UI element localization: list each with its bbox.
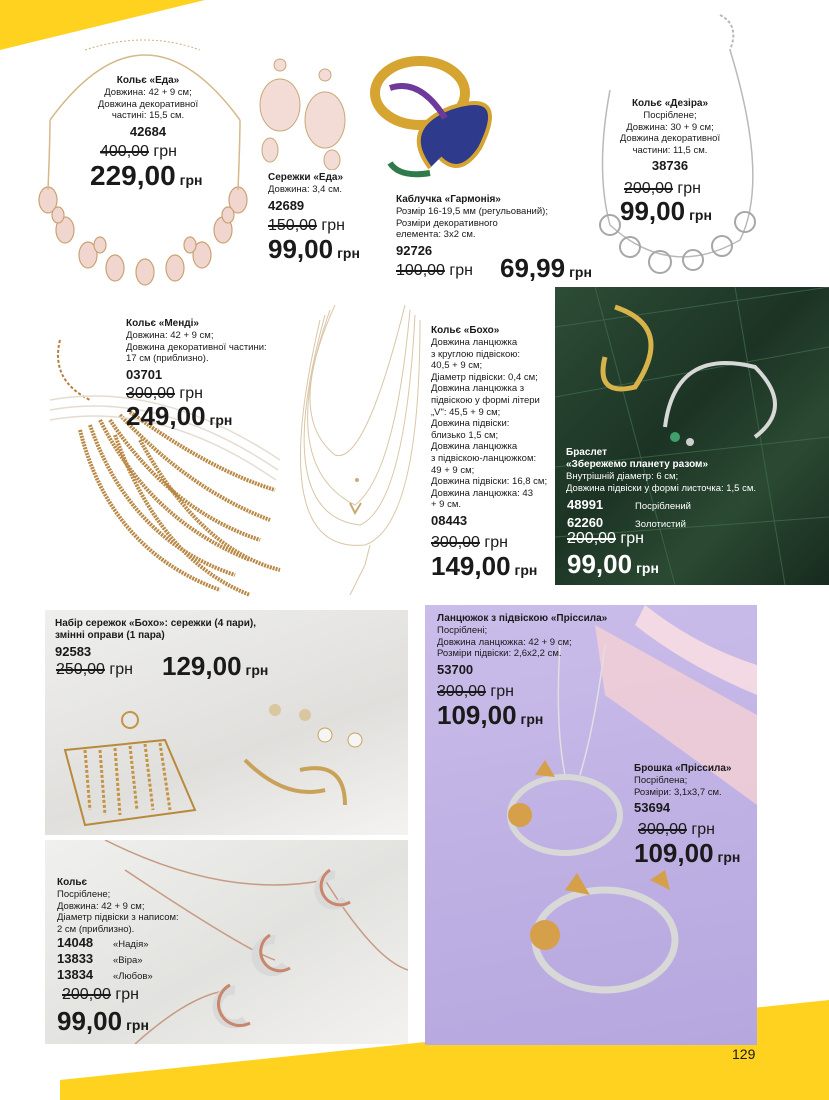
new-price: 99,00 грн: [567, 549, 659, 579]
product-desc-line: Довжина ланцюжка: [431, 337, 518, 348]
new-price: 229,00 грн: [90, 160, 203, 191]
old-price: 200,00 грн: [62, 986, 139, 1003]
product-desc-line: Довжина: 30 + 9 см;: [626, 121, 714, 133]
mendi-info: [126, 318, 296, 383]
old-price: 150,00 грн: [268, 217, 345, 234]
variant-label: «Віра»: [113, 955, 143, 966]
product-desc-line: Внутрішній діаметр: 6 см;: [566, 471, 679, 482]
product-desc-line: Довжина: 3,4 см.: [268, 184, 343, 195]
product-desc-line: частини: 11,5 см.: [632, 144, 708, 156]
priscila-chain-info: [437, 613, 667, 678]
product-desc-line: 40,5 + 9 см;: [431, 360, 483, 372]
product-name: Кольє: [57, 877, 87, 888]
product-desc-line: Довжина декоративної: [97, 98, 199, 110]
product-desc-line: частині: 15,5 см.: [111, 110, 185, 122]
product-code: 62260: [567, 515, 604, 530]
product-desc-line: Діаметр підвіски: 0,4 см;: [431, 371, 538, 383]
product-desc-line: Довжина: 42 + 9 см;: [104, 87, 192, 98]
product-desc-line: Посріблені;: [437, 625, 488, 636]
product-desc-line: з підвіскою-ланцюжком:: [431, 452, 537, 464]
product-desc-line: Довжина підвіски у формі листочка: 1,5 см.: [566, 482, 757, 494]
product-desc-line: Довжина ланцюжка: 43: [431, 487, 533, 499]
old-price: 300,00 грн: [638, 821, 715, 838]
harmony-ring-image: [360, 38, 520, 188]
variant-label: «Любов»: [113, 971, 153, 982]
product-name: Кольє «Бохо»: [431, 325, 500, 336]
old-price: 200,00 грн: [567, 530, 644, 547]
product-code: 53694: [634, 800, 671, 816]
new-price: 99,00 грн: [268, 234, 360, 264]
product-desc-line: Розміри підвіски: 2,6х2,2 см.: [437, 648, 562, 660]
new-price: 99,00 грн: [620, 196, 712, 226]
product-desc-line: Розмір 16-19,5 мм (регульований);: [396, 206, 548, 217]
variant-row: [57, 951, 227, 967]
variant-label: Посріблений: [635, 501, 691, 512]
old-price: 100,00 грн: [396, 262, 473, 279]
new-price: 99,00 грн: [57, 1006, 149, 1036]
product-desc-line: Довжина підвіски: 16,8 см;: [431, 476, 548, 488]
product-desc-line: Довжина ланцюжка: [431, 441, 518, 453]
product-desc-line: Довжина декоративної: [619, 133, 721, 145]
product-name: Каблучка «Гармонія»: [396, 194, 501, 205]
old-price: 300,00 грн: [437, 683, 514, 700]
bracelet-variants: [567, 495, 767, 531]
new-price: 109,00 грн: [437, 700, 544, 730]
bracelet-info: [566, 447, 826, 494]
variant-row: [567, 495, 767, 513]
product-desc-line: Довжина ланцюжка з: [431, 383, 525, 395]
product-code: 92583: [55, 644, 92, 659]
product-code: 42684: [129, 123, 167, 139]
product-desc-line: 17 см (приблизно).: [126, 353, 209, 365]
product-name: Набір сережок «Бохо»: сережки (4 пари),: [55, 618, 257, 629]
product-desc-line: Довжина: 42 + 9 см;: [126, 330, 214, 341]
product-desc-line: підвіскою у формі літери: [431, 394, 540, 406]
priscila-brooch-info: [634, 763, 764, 816]
old-price: 300,00 грн: [126, 385, 203, 402]
product-desc-line: Посріблене;: [643, 110, 697, 121]
product-name: Кольє «Дезіра»: [631, 98, 709, 109]
new-price: 109,00 грн: [634, 838, 741, 868]
product-desc-line: Довжина підвіски:: [431, 418, 510, 430]
product-name: Ланцюжок з підвіскою «Пріссила»: [437, 613, 608, 624]
eda-earrings-image: [250, 50, 360, 170]
product-name: Кольє «Менді»: [126, 318, 199, 329]
product-desc-line: Посріблена;: [634, 775, 688, 786]
product-desc-line: Довжина декоративної частини:: [126, 341, 267, 353]
product-code: 03701: [126, 366, 163, 382]
old-price: 400,00 грн: [100, 143, 177, 160]
new-price: 249,00 грн: [126, 401, 233, 431]
old-price: 300,00 грн: [431, 534, 508, 551]
variant-row: [57, 935, 227, 951]
product-name-2: змінні оправи (1 пара): [55, 630, 165, 641]
product-name: Сережки «Еда»: [268, 172, 344, 183]
product-name: Браслет: [566, 447, 607, 458]
product-desc-line: Довжина: 42 + 9 см;: [57, 900, 145, 912]
product-code: 92726: [396, 242, 433, 258]
product-name-2: «Збережемо планету разом»: [566, 459, 709, 470]
old-price: 200,00 грн: [624, 180, 701, 197]
kolie-variants: [57, 935, 227, 983]
product-code: 13833: [57, 951, 94, 966]
new-price: 129,00 грн: [162, 651, 269, 681]
page-number: 129: [732, 1046, 756, 1062]
product-name: Брошка «Пріссила»: [634, 763, 732, 774]
product-code: 14048: [57, 935, 94, 950]
product-code: 53700: [437, 661, 474, 677]
product-desc-line: елемента: 3х2 см.: [396, 229, 476, 241]
old-price: 250,00 грн: [56, 661, 133, 678]
product-desc-line: 49 + 9 см;: [431, 464, 475, 476]
product-desc-line: близько 1,5 см;: [431, 429, 499, 441]
kolie-info: [57, 877, 227, 935]
product-code: 38736: [651, 158, 689, 174]
product-desc-line: 2 см (приблизно).: [57, 923, 135, 935]
product-desc-line: Розміри декоративного: [396, 217, 498, 229]
product-desc-line: + 9 см.: [431, 499, 462, 511]
variant-row: [57, 967, 227, 983]
product-code: 13834: [57, 967, 94, 982]
product-code: 08443: [431, 512, 468, 528]
boho-necklace-info: [431, 325, 566, 529]
product-desc-line: Посріблене;: [57, 889, 111, 900]
variant-label: «Надія»: [113, 939, 149, 950]
product-code: 48991: [567, 497, 604, 512]
new-price: 149,00 грн: [431, 551, 538, 581]
new-price: 69,99 грн: [500, 253, 592, 283]
product-desc-line: з круглою підвіскою:: [431, 348, 521, 360]
variant-label: Золотистий: [635, 519, 686, 530]
boho-necklace-image: [295, 295, 430, 605]
product-code: 42689: [268, 197, 305, 213]
harmony-ring-info: [396, 194, 566, 259]
product-desc-line: Діаметр підвіски з написом:: [57, 912, 179, 924]
product-name: Кольє «Еда»: [116, 75, 180, 86]
product-desc-line: „V": 45,5 + 9 см;: [431, 406, 501, 418]
product-desc-line: Довжина ланцюжка: 42 + 9 см;: [437, 636, 572, 648]
desira-info: [615, 98, 725, 174]
eda-necklace-info: [93, 75, 203, 140]
product-desc-line: Розміри: 3,1х3,7 см.: [634, 786, 722, 798]
